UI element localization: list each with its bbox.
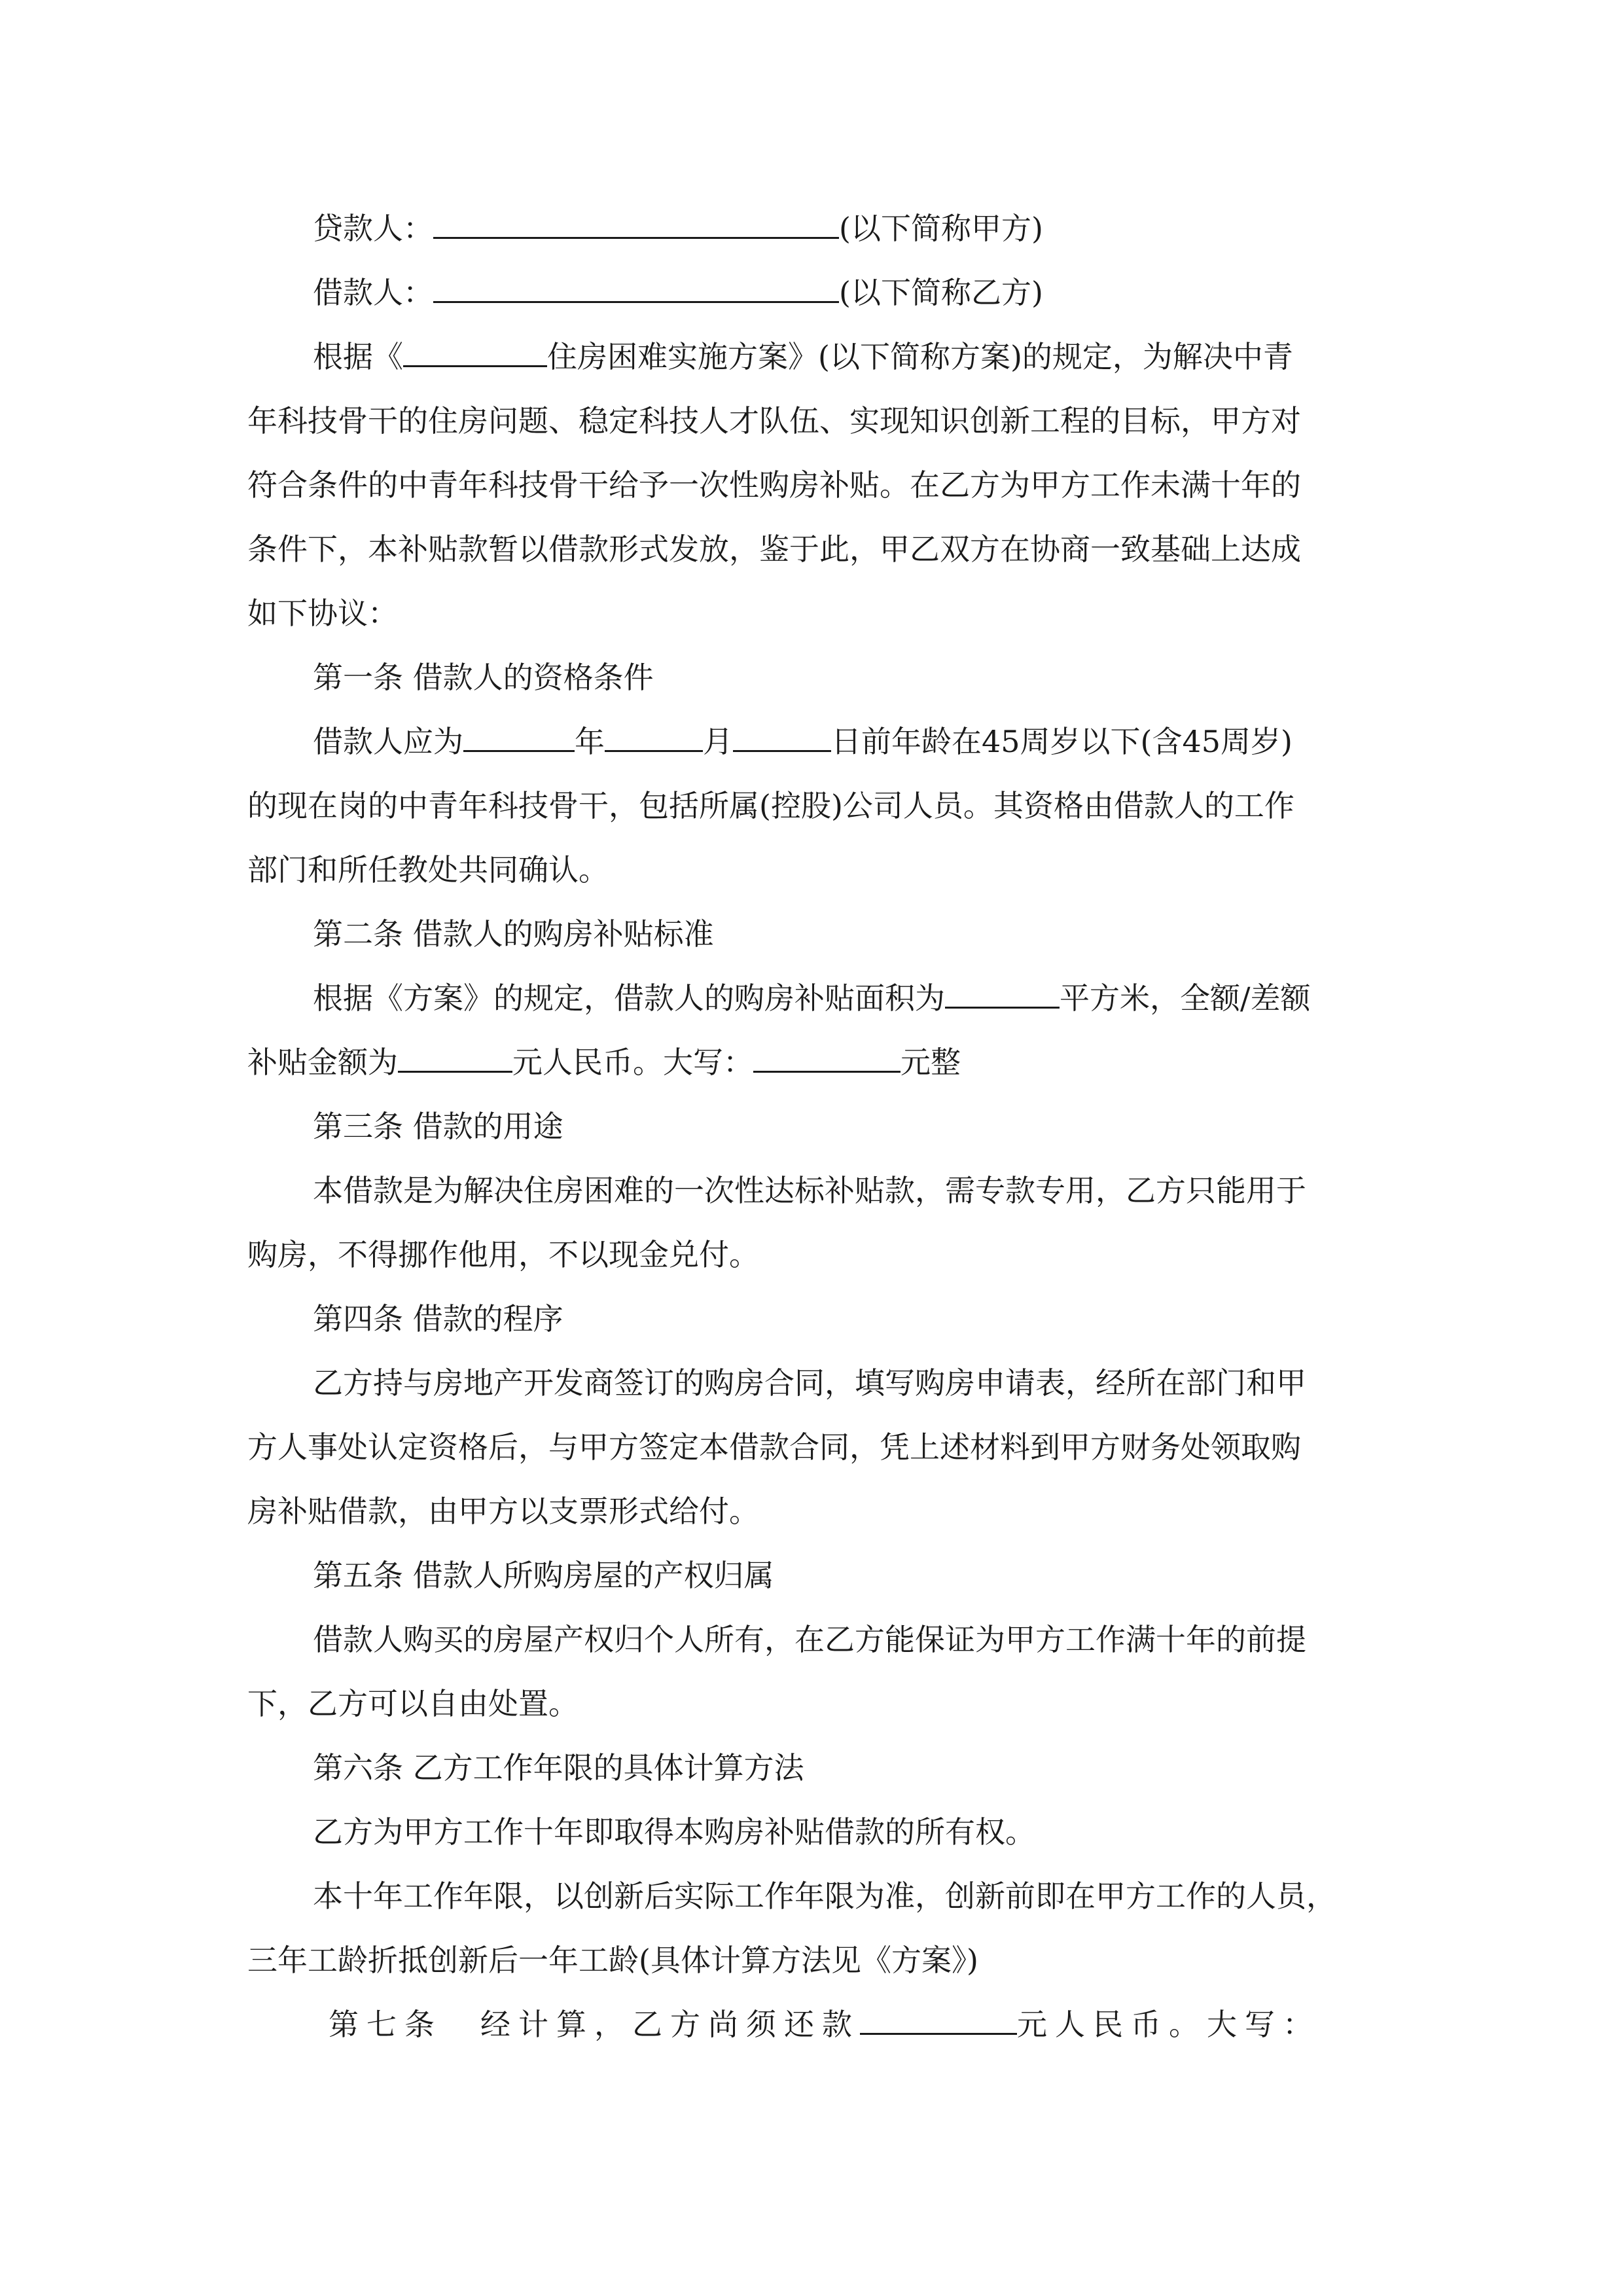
fill-in-blank	[605, 721, 703, 752]
line-text: 根据《	[313, 339, 403, 374]
text-line	[247, 902, 1380, 966]
text-line	[247, 1607, 1380, 1672]
contract-body	[247, 196, 1380, 2056]
line-text: 第六条 乙方工作年限的具体计算方法	[313, 1750, 804, 1785]
line-text: 第四条 借款的程序	[313, 1301, 563, 1336]
line-text: 第一条 借款人的资格条件	[313, 660, 654, 695]
text-line	[247, 1030, 1380, 1094]
line-text: 第七条 经计算，乙方尚须还款	[329, 2007, 860, 2042]
text-line	[247, 453, 1380, 517]
text-line	[247, 709, 1380, 774]
fill-in-blank	[860, 2004, 1017, 2035]
line-text: 乙方为甲方工作十年即取得本购房补贴借款的所有权。	[313, 1814, 1035, 1850]
line-text: 三年工龄折抵创新后一年工龄(具体计算方法见《方案》)	[247, 1943, 978, 1978]
line-text: 元整	[901, 1045, 961, 1080]
line-text: 平方米，全额/差额	[1060, 980, 1311, 1016]
line-text: 元人民币。大写：	[512, 1045, 753, 1080]
fill-in-blank	[945, 978, 1060, 1009]
line-text: 本十年工作年限，以创新后实际工作年限为准，创新前即在甲方工作的人员，	[313, 1878, 1336, 1914]
line-text: 借款人应为	[313, 724, 463, 759]
line-text: 房补贴借款，由甲方以支票形式给付。	[247, 1494, 759, 1529]
text-line	[247, 1223, 1380, 1287]
text-line	[247, 389, 1380, 453]
line-text: 月	[703, 724, 733, 759]
line-text: 条件下，本补贴款暂以借款形式发放，鉴于此，甲乙双方在协商一致基础上达成	[247, 531, 1301, 567]
text-line	[247, 196, 1380, 260]
line-text: 年科技骨干的住房问题、稳定科技人才队伍、实现知识创新工程的目标，甲方对	[247, 403, 1301, 439]
line-text: 第五条 借款人所购房屋的产权归属	[313, 1558, 774, 1593]
text-line	[247, 1543, 1380, 1607]
fill-in-blank	[753, 1042, 901, 1073]
text-line	[247, 645, 1380, 709]
text-line	[247, 1287, 1380, 1351]
text-line	[247, 1928, 1380, 1992]
line-text: 第三条 借款的用途	[313, 1109, 563, 1144]
text-line	[247, 838, 1380, 902]
text-line	[247, 1479, 1380, 1543]
fill-in-blank	[398, 1042, 512, 1073]
fill-in-blank	[433, 272, 839, 303]
fill-in-blank	[403, 336, 547, 367]
line-text: 日前年龄在45周岁以下(含45周岁)	[831, 724, 1293, 759]
line-text: 根据《方案》的规定，借款人的购房补贴面积为	[313, 980, 945, 1016]
text-line	[247, 1800, 1380, 1864]
text-line	[247, 581, 1380, 645]
line-text: 借款人：	[313, 275, 433, 310]
line-text: 第二条 借款人的购房补贴标准	[313, 916, 714, 952]
text-line	[247, 325, 1380, 389]
text-line	[247, 1351, 1380, 1415]
text-line	[247, 1992, 1380, 2056]
line-text: (以下简称乙方)	[839, 275, 1043, 310]
line-text: 乙方持与房地产开发商签订的购房合同，填写购房申请表，经所在部门和甲	[313, 1365, 1306, 1401]
line-text: 元人民币。大写：	[1017, 2007, 1321, 2042]
text-line	[247, 517, 1380, 581]
line-text: 如下协议：	[247, 596, 398, 631]
line-text: 部门和所任教处共同确认。	[247, 852, 609, 888]
line-text: 年	[575, 724, 605, 759]
line-text: 借款人购买的房屋产权归个人所有，在乙方能保证为甲方工作满十年的前提	[313, 1622, 1306, 1657]
text-line	[247, 774, 1380, 838]
text-line	[247, 1672, 1380, 1736]
text-line	[247, 1415, 1380, 1479]
line-text: 方人事处认定资格后，与甲方签定本借款合同，凭上述材料到甲方财务处领取购	[247, 1429, 1301, 1465]
text-line	[247, 1094, 1380, 1158]
line-text: 住房困难实施方案》(以下简称方案)的规定，为解决中青	[547, 339, 1293, 374]
line-text: 的现在岗的中青年科技骨干，包括所属(控股)公司人员。其资格由借款人的工作	[247, 788, 1294, 823]
line-text: (以下简称甲方)	[839, 211, 1043, 246]
line-text: 补贴金额为	[247, 1045, 398, 1080]
line-text: 下，乙方可以自由处置。	[247, 1686, 579, 1721]
fill-in-blank	[463, 721, 575, 752]
text-line	[247, 1736, 1380, 1800]
line-text: 购房，不得挪作他用，不以现金兑付。	[247, 1237, 759, 1272]
text-line	[247, 1864, 1380, 1928]
fill-in-blank	[733, 721, 831, 752]
text-line	[247, 966, 1380, 1030]
fill-in-blank	[433, 208, 839, 239]
line-text: 本借款是为解决住房困难的一次性达标补贴款，需专款专用，乙方只能用于	[313, 1173, 1306, 1208]
text-line	[247, 1158, 1380, 1223]
line-text: 贷款人：	[313, 211, 433, 246]
text-line	[247, 260, 1380, 325]
line-text: 符合条件的中青年科技骨干给予一次性购房补贴。在乙方为甲方工作未满十年的	[247, 467, 1301, 503]
